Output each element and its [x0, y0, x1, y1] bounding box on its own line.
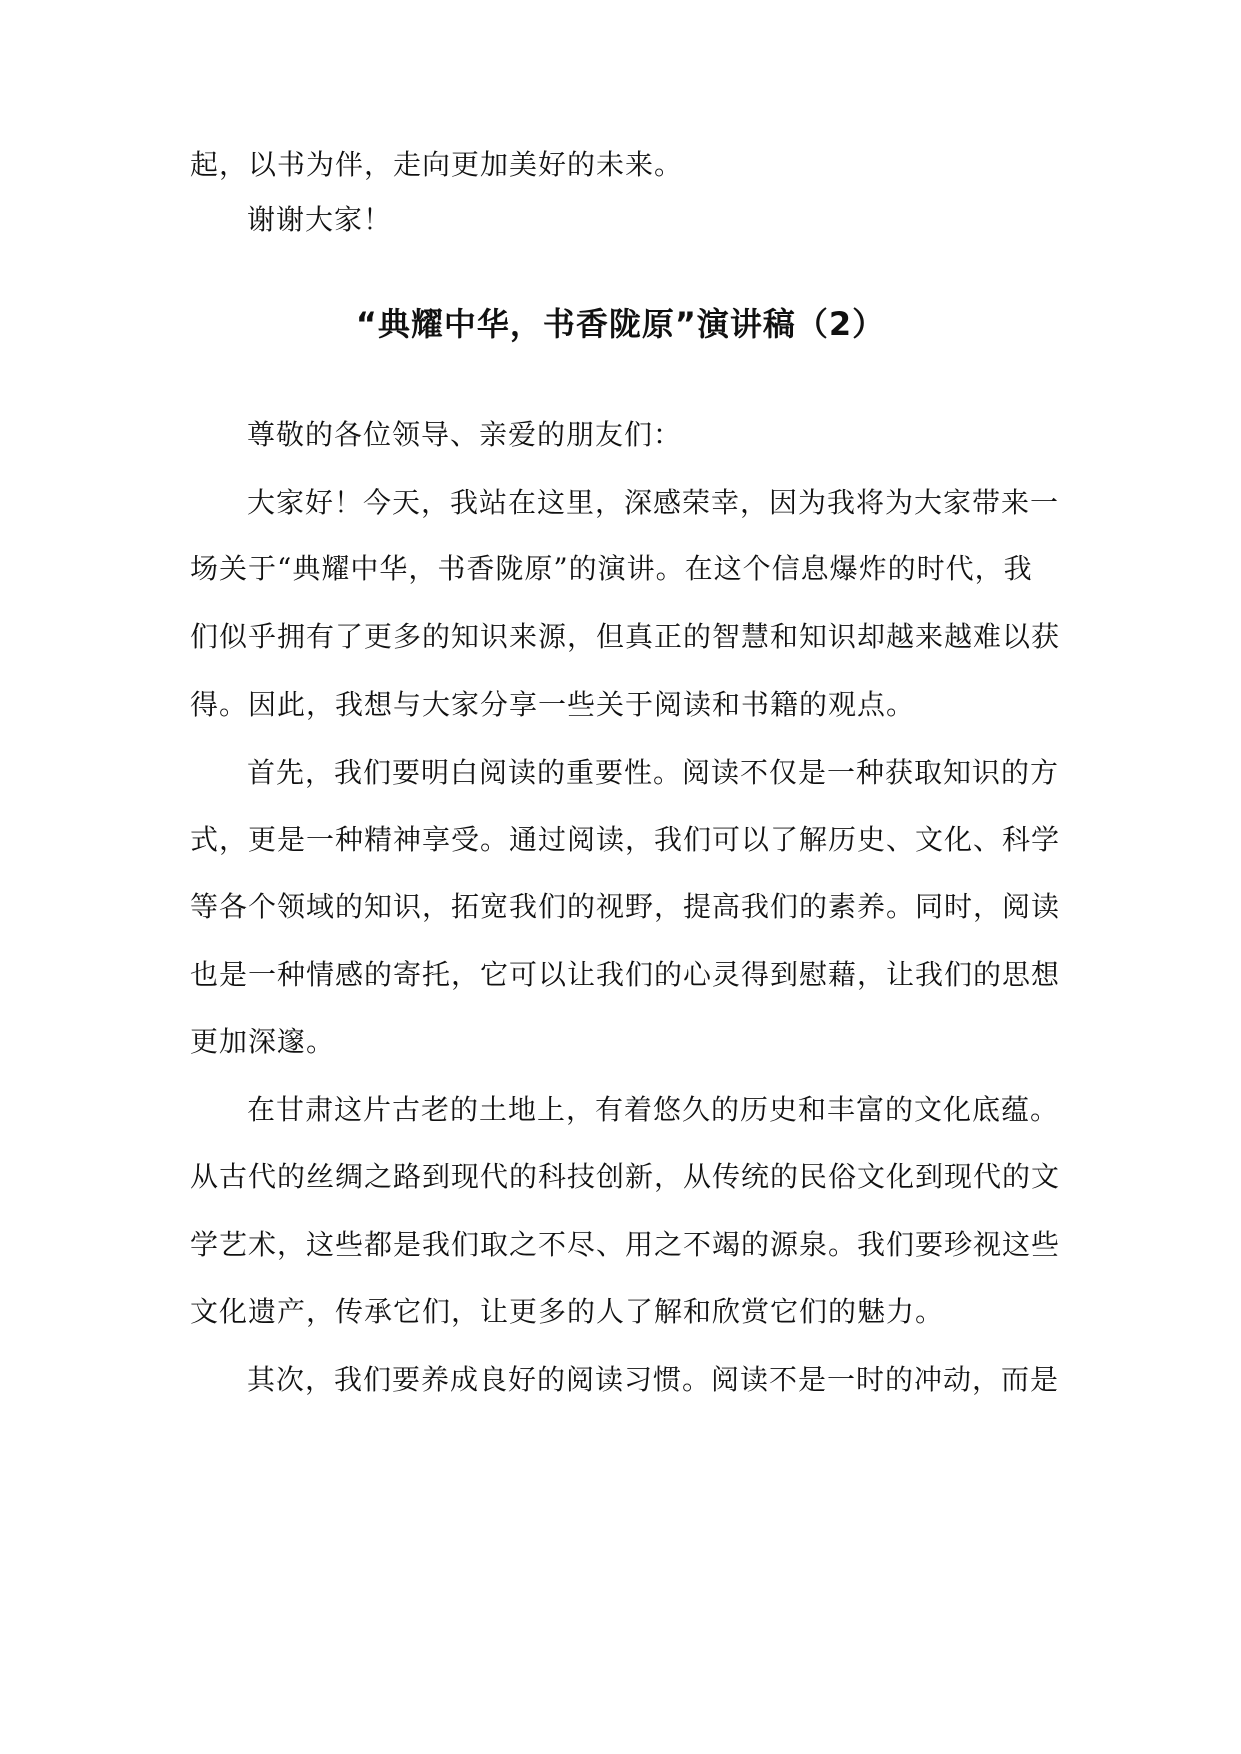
paragraph-1-line: 场关于“典耀中华，书香陇原”的演讲。在这个信息爆炸的时代，我 — [190, 552, 1033, 585]
salutation: 尊敬的各位领导、亲爱的朋友们： — [247, 418, 683, 451]
paragraph-2-line: 首先，我们要明白阅读的重要性。阅读不仅是一种获取知识的方 — [247, 756, 1060, 789]
paragraph-2-line: 也是一种情感的寄托，它可以让我们的心灵得到慰藉，让我们的思想 — [190, 958, 1061, 991]
paragraph-4-line: 其次，我们要养成良好的阅读习惯。阅读不是一时的冲动，而是 — [247, 1363, 1060, 1396]
paragraph-3-line: 在甘肃这片古老的土地上，有着悠久的历史和丰富的文化底蕴。 — [247, 1093, 1060, 1126]
paragraph-1-line: 们似乎拥有了更多的知识来源，但真正的智慧和知识却越来越难以获 — [190, 620, 1061, 653]
closing-thanks: 谢谢大家！ — [247, 203, 393, 236]
document-title: “典耀中华，书香陇原”演讲稿（2） — [355, 305, 886, 343]
paragraph-3-line: 学艺术，这些都是我们取之不尽、用之不竭的源泉。我们要珍视这些 — [190, 1228, 1061, 1261]
paragraph-1-line: 得。因此，我想与大家分享一些关于阅读和书籍的观点。 — [190, 688, 916, 721]
paragraph-2-line: 等各个领域的知识，拓宽我们的视野，提高我们的素养。同时，阅读 — [190, 890, 1061, 923]
paragraph-2-line: 式，更是一种精神享受。通过阅读，我们可以了解历史、文化、科学 — [190, 823, 1061, 856]
body-text-line: 起，以书为伴，走向更加美好的未来。 — [190, 148, 684, 181]
paragraph-3-line: 从古代的丝绸之路到现代的科技创新，从传统的民俗文化到现代的文 — [190, 1160, 1061, 1193]
paragraph-3-line: 文化遗产，传承它们，让更多的人了解和欣赏它们的魅力。 — [190, 1295, 945, 1328]
paragraph-1-line: 大家好！今天，我站在这里，深感荣幸，因为我将为大家带来一 — [247, 486, 1060, 519]
paragraph-2-line: 更加深邃。 — [190, 1025, 336, 1058]
